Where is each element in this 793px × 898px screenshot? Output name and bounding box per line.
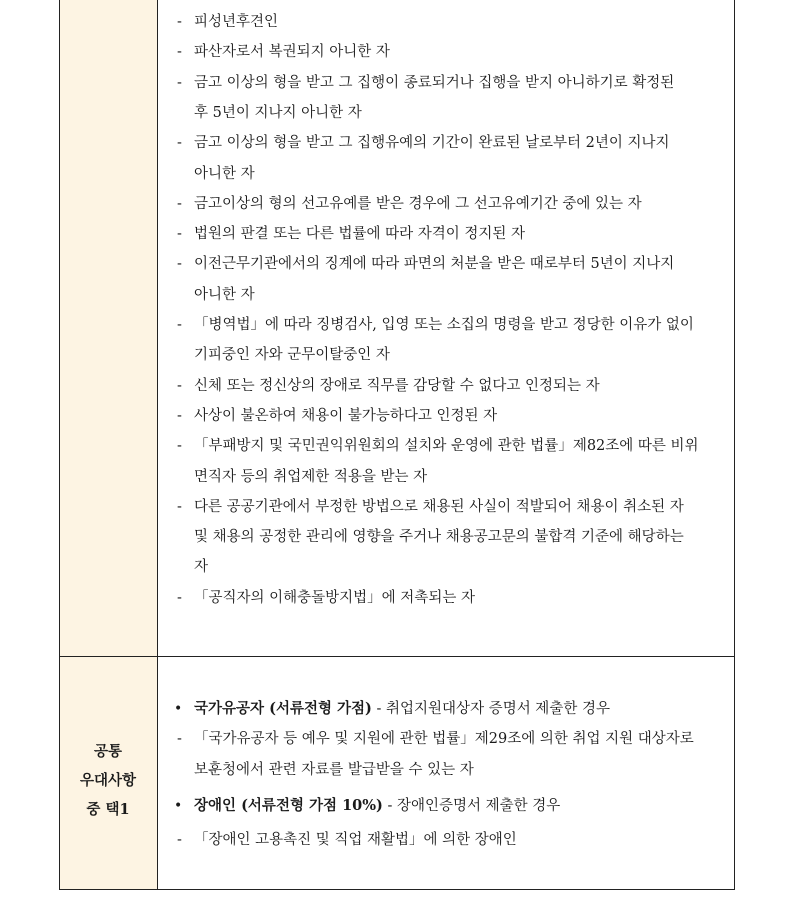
preference-label — [59, 737, 157, 824]
list-item-text: 자 — [194, 559, 209, 576]
list-item-text: 신체 또는 정신상의 장애로 직무를 감당할 수 없다고 인정되는 자 — [194, 377, 600, 394]
list-item-text: 후 5년이 지나지 아니한 자 — [194, 104, 362, 121]
bullet-icon: • — [174, 701, 183, 717]
row-divider — [59, 656, 735, 657]
dash-icon: - — [177, 407, 182, 424]
dash-icon: - — [177, 135, 182, 152]
list-item-text: 다른 공공기관에서 부정한 방법으로 채용된 사실이 적발되어 채용이 취소된 자 — [194, 498, 684, 515]
dash-icon: - — [177, 14, 182, 30]
list-item-text: 및 채용의 공정한 관리에 영향을 주거나 채용공고문의 불합격 기준에 해당하는 — [194, 529, 684, 546]
dash-icon: - — [177, 226, 182, 243]
dash-text: 「국가유공자 등 예우 및 지원에 관한 법률」제29조에 의한 취업 지원 대상자로 — [194, 731, 694, 747]
dash-text: 「장애인 고용촉진 및 직업 재활법」에 의한 장애인 — [194, 832, 517, 848]
list-item-text: 법원의 판결 또는 다른 법률에 따라 자격이 정지된 자 — [194, 226, 526, 243]
list-item-text: 면직자 등의 취업제한 적용을 받는 자 — [194, 468, 428, 485]
list-item-text: 금고이상의 형의 선고유예를 받은 경우에 그 선고유예기간 중에 있는 자 — [194, 195, 642, 212]
list-item-text: 금고 이상의 형을 받고 그 집행유예의 기간이 완료된 날로부터 2년이 지나지 — [194, 135, 670, 152]
bullet-text: - 취업지원대상자 증명서 제출한 경우 — [371, 701, 610, 717]
dash-icon: - — [177, 256, 182, 273]
list-item-text: 파산자로서 복권되지 아니한 자 — [194, 44, 390, 61]
dash-icon: - — [177, 195, 182, 212]
bullet-title: 장애인 (서류전형 가점 10%) — [194, 797, 383, 814]
dash-icon: - — [177, 74, 182, 91]
list-item-text: 「공직자의 이해충돌방지법」에 저촉되는 자 — [194, 589, 475, 606]
dash-icon: - — [177, 438, 182, 455]
dash-icon: - — [177, 377, 182, 394]
list-item-text: 아니한 자 — [194, 165, 255, 182]
bullet-title: 국가유공자 (서류전형 가점) — [194, 700, 372, 717]
list-item-text: 기피중인 자와 군무이탈중인 자 — [194, 347, 390, 364]
list-item-text: 「부패방지 및 국민권익위원회의 설치와 운영에 관한 법률」제82조에 따른 비위 — [194, 438, 699, 455]
dash-icon: - — [177, 498, 182, 515]
dash-icon: - — [177, 731, 182, 747]
preference-label-line: 우대사항 — [79, 772, 137, 789]
table-border-bottom — [59, 889, 735, 890]
table-border-right — [734, 0, 735, 890]
dash-text: 보훈청에서 관련 자료를 발급받을 수 있는 자 — [194, 762, 474, 778]
preference-label-line: 중 택1 — [86, 801, 130, 818]
preference-label-line: 공통 — [93, 743, 122, 760]
list-item-text: 「병역법」에 따라 징병검사, 입영 또는 소집의 명령을 받고 정당한 이유가 없이 — [194, 317, 694, 333]
list-item-text: 아니한 자 — [194, 286, 255, 303]
list-item-text: 금고 이상의 형을 받고 그 집행이 종료되거나 집행을 받지 아니하기로 확정된 — [194, 74, 675, 91]
column-divider — [157, 0, 158, 890]
list-item-text: 이전근무기관에서의 징계에 따라 파면의 처분을 받은 때로부터 5년이 지나지 — [194, 256, 675, 273]
list-item-text: 사상이 불온하여 채용이 불가능하다고 인정된 자 — [194, 407, 498, 424]
dash-icon: - — [177, 44, 182, 61]
dash-icon: - — [177, 832, 182, 848]
dash-icon: - — [177, 317, 182, 333]
bullet-icon: • — [174, 798, 183, 814]
list-item-text: 피성년후견인 — [194, 14, 279, 30]
dash-icon: - — [177, 589, 182, 606]
bullet-text: - 장애인증명서 제출한 경우 — [382, 798, 561, 814]
left-column-top — [59, 0, 157, 656]
